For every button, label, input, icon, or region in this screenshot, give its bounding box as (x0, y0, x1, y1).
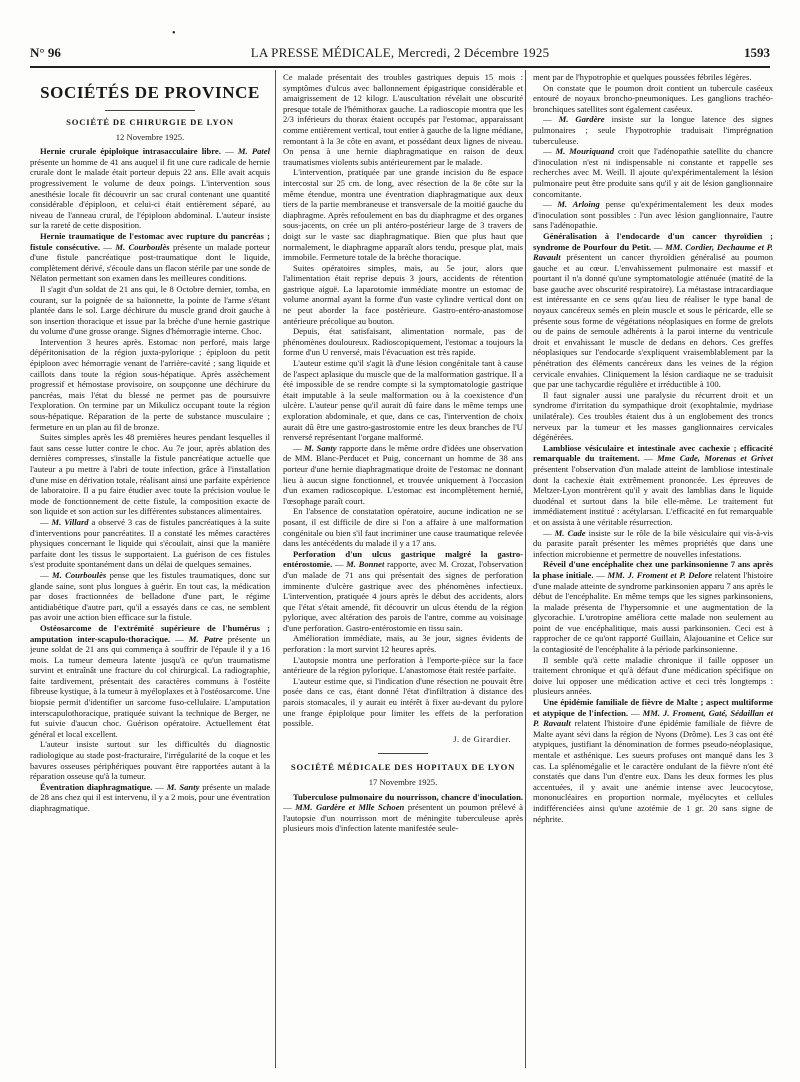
paragraph-text: rapporte, avec M. Crozat, l'observation d'un malade de 71 ans qui présentait des signes de perforation imminente d'ulcère gastrique avec des phénomènes infectieux. L'intervention, pratiquée 4 jours après le début des accidents, alors que l'état s'était amendé, fit découvrir un ulcus étendu de la région pylorique, avec altération des parois de l'antre, comme au voisinage d'une perforation. Gastro-entérostomie en tissu sain. (283, 559, 523, 633)
paragraph: Hernie crurale épiploïque intrasacculaire libre. — M. Patel présente un homme de 41 ans auquel il fit une cure radicale de hernie crurale dont le malade était porteur depuis 22 ans. Elle avait acquis progressivement le volume de deux poings. L'intervention sous anesthésie locale fit découvrir un sac crural contenant une quantité considérable d'épiploon, et celui-ci était entièrement séparé, au niveau de l'anneau crural, de l'épiploon abdominal. L'auteur insiste sur la rareté de cette disposition. (30, 146, 270, 231)
author-name: M. Courboulès (115, 241, 170, 252)
paragraph-text: présente un jeune soldat de 21 ans qui commença à souffrir de l'épaule il y a 16 mois. La tumeur demeura latente jusqu'à ce qu'un traumatisme survint et entraînât une fracture du col chirurgical. La radiographie, faite tardivement, présentait des caractères communs à l'ostéite fibreuse kystique, à la tumeur à myéloplaxes et à l'ostéosarcome. Une biopsie permit d'identifier un sarcome fuso-cellulaire. L'amputation interscapulothoracique, pratiquée suivant la technique de Berger, ne fut suivie d'aucun choc. Guérison opératoire. Actuellement état général et local excellent. (30, 633, 270, 739)
paragraph: Lambliose vésiculaire et intestinale avec cachexie ; efficacité remarquable du traitement. — Mme Cade, Morenas et Grivet présentent l'observation d'un malade atteint de lambliose intestinale dont la cachexie était extrêmement prononcée. Les épreuves de Meltzer-Lyon montrèrent qu'il y avait des lamblias dans le liquide duodénal et surtout dans la bile elle-même. Le traitement fut immédiatement institué : acétylarsan. L'efficacité en fut remarquable et on assista à une véritable résurrection. (533, 442, 773, 527)
section-rule (105, 110, 195, 111)
paragraph-text: a observé 3 cas de fistules pancréatiques à la suite d'interventions pour pancréatites. Il a constaté les mêmes caractères physiques concernant le liquide qui s'écoulait, ainsi que la manière parfaite dont les tissus le supportaient. La guérison de ces fistules s'est produite spontanément dans un délai de quelques semaines. (30, 516, 270, 570)
paragraph (533, 72, 773, 83)
society-heading: SOCIÉTÉ MÉDICALE DES HOPITAUX DE LYON (290, 762, 516, 773)
paragraph-text: présente un homme de 41 ans auquel il fit une cure radicale de hernie crurale dont le malade était porteur depuis 22 ans. Elle avait acquis progressivement le volume de deux poings. L'intervention sous anesthésie locale fit découvrir un sac crural contenant une quantité considérable d'épiploon, et celui-ci était entièrement séparé, au niveau de l'anneau crural, de l'épiploon abdominal. L'auteur insiste sur la rareté de cette disposition. (30, 156, 270, 231)
author-name: M. Villard (51, 516, 89, 527)
paragraph (533, 390, 773, 443)
paragraph: Tuberculose pulmonaire du nourrisson, chancre d'inoculation. — MM. Gardère et Mlle Schoen présentent un poumon prélevé à l'autopsie d'un nourrisson mort de méningite tuberculeuse après plusieurs mois d'infection latente manifestée seule- (283, 791, 523, 834)
item-title: Lambliose vésiculaire et intestinale avec cachexie ; efficacité remarquable du traitement. (533, 442, 773, 464)
meeting-date: 17 Novembre 1925. (368, 777, 438, 787)
author-name: MM. J. Froment et P. Delore (607, 569, 713, 580)
author-name: M. Courboulès (51, 569, 107, 580)
paragraph (30, 432, 270, 517)
paragraph-text: Amélioration immédiate, mais, au 3e jour, signes évidents de perforation : la mort survint 12 heures après. (283, 633, 523, 655)
item-title: Éventration diaphragmatique. (40, 781, 153, 792)
author-name: M. Gardère (558, 114, 605, 125)
paragraph-text: croit que l'adénopathie satellite du chancre d'inoculation n'est ni indispensable ni constante et rappelle ses recherches avec M. Weill. Il ajoute qu'expérimentalement la lésion pulmonaire peut être produite sans qu'il y ait de lésion ganglionnaire concomitante. (533, 146, 773, 199)
paragraph: Perforation d'un ulcus gastrique malgré la gastro-entérostomie. — M. Bonnet rapporte, avec M. Crozat, l'observation d'un malade de 71 ans qui présentait des signes de perforation imminente d'ulcère gastrique avec des phénomènes infectieux. L'intervention, pratiquée 4 jours après le début des accidents, alors que l'état s'était amendé, fit découvrir un ulcus étendu de la région pylorique, avec altération des parois de l'antre, comme au voisinage d'une perforation. Gastro-entérostomie en tissu sain. (283, 548, 523, 633)
paragraph-text: L'autopsie montra une perforation à l'emporte-pièce sur la face antérieure de la région pylorique. L'anastomose était restée parfaite. (283, 654, 523, 676)
column-2 (283, 72, 523, 1066)
paragraph (283, 72, 523, 167)
item-title: Réveil d'une encéphalite chez une parkinsonienne 7 ans après la phase initiale. (533, 559, 773, 580)
author-name: M. Santy (304, 442, 337, 453)
author-name: MM. Gardère et Mlle Schoen (295, 802, 405, 813)
article-list (533, 72, 773, 824)
paragraph-text: présente un malade porteur d'une fistule pancréatique post-traumatique dont le liquide, complètement dérivé, s'écoule dans un flacon stérile par une sonde de Nélaton permettant son examen dans les meilleures conditions. (30, 241, 270, 284)
paragraph-text: présentent un poumon prélevé à l'autopsie d'un nourrisson mort de méningite tuberculeuse après plusieurs mois d'infection latente manifestée seule- (283, 802, 523, 834)
paragraph-text: L'auteur estime qu'il s'agit là d'une lésion congénitale tant à cause de l'aspect aplasique du muscle que de la malformation gastrique. Il a été impossible de se rendre compte si la symptomatologie gastrique était imputable à la seule malformation ou à la coexistence d'un ulcère. L'auteur pense qu'il aurait dû faire dans le même temps une exploration abdominale, et que, dans ce cas, l'intervention de choix aurait dû être une gastro-gastrostomie entre les deux branches de l'U renversé représentant l'organe malformé. (283, 358, 523, 443)
issue-number: N° 96 (30, 45, 61, 60)
paragraph-text: L'auteur estime que, si l'indication d'une résection ne pouvait être posée dans ce cas, étant donné l'état d'infiltration à distance des parois stomacales, il y aurait eu intérêt à fixer au-devant du pylore une frange épiploïque pour limiter les effets de la perforation possible. (283, 675, 523, 729)
paragraph (533, 655, 773, 697)
paragraph: Éventration diaphragmatique. — M. Santy présente un malade de 28 ans chez qui il est intervenu, il y a 2 mois, pour une éventration diaphragmatique. (30, 781, 270, 813)
paragraph (283, 358, 523, 443)
paragraph-text: En l'absence de constatation opératoire, aucune indication ne se posant, il est difficile de dire si l'on a affaire à une malformation congénitale ou bien s'il faut incriminer une cause traumatique relevée dans les antécédents du malade il y a 17 ans. (283, 506, 523, 549)
paragraph-text: présentent un cancer thyroïdien généralisé au poumon gauche et au cœur. L'envahissement pulmonaire est massif et pourtant il n'a donné qu'une symptomatologie atténuée (matité de la base gauche avec obscurité respiratoire). La métastase intracardiaque est intéressante en ce sens qu'au lieu de réaliser le type banal de noyaux cancéreux semés en plein muscle et sous le péricarde, elle se présente sous forme de végétations néoplasiques en forme de grelots ou de pains de semoule adhérents à la paroi interne du ventricule droit et envahissant le muscle de dedans en dehors. Ces greffes néoplasiques sur l'endocarde s'expliquent vraisemblablement par la pénétration des éléments cancéreux dans les veines de la région cervicale envahies. Cliniquement la lésion cardiaque ne se traduisit que par une tachycardie régulière et irréductible à 100. (533, 252, 773, 390)
header-rule (30, 66, 770, 68)
author-name: MM. Cordier, Dechaume et P. Ravault (533, 241, 773, 263)
paragraph-text: présentent l'observation d'un malade atteint de lambliose intestinale dont la cachexie était extrêmement prononcée. Les épreuves de Meltzer-Lyon montrèrent qu'il y avait des lamblias dans le liquide duodénal et surtout dans la bile elle-même. Le traitement fut immédiatement institué : acétylarsan. L'efficacité en fut remarquable et on assista à une véritable résurrection. (533, 463, 773, 527)
author-name: Mme Cade, Morenas et Grivet (657, 453, 773, 464)
paragraph (30, 739, 270, 781)
paragraph: Ostéosarcome de l'extrémité supérieure de l'humérus ; amputation inter-scapulo-thoracique. — M. Patre présente un jeune soldat de 21 ans qui commença à souffrir de l'épaule il y a 16 mois. La tumeur demeura latente jusqu'à ce qu'un traumatisme survint et entraînât une fracture du col chirurgical. La radiographie, faite tardivement, présentait des caractères communs à l'ostéite fibreuse kystique, à la tumeur à myéloplaxes et à l'ostéosarcome. Une biopsie permit d'identifier un sarcome fuso-cellulaire. L'amputation interscapulothoracique, pratiquée suivant la technique de Berger, ne fut suivie d'aucun choc. Guérison opératoire. Actuellement état général et local excellent. (30, 622, 270, 739)
paragraph-text: pense qu'expérimentalement les deux modes d'inoculation sont possibles : l'un avec lésion ganglionnaire, l'autre sans l'adénopathie. (533, 199, 773, 231)
article-list (283, 792, 523, 834)
paragraph-text: présente un malade de 28 ans chez qui il est intervenu, il y a 2 mois, pour une éventration diaphragmatique. (30, 781, 270, 813)
paragraph-text: L'auteur insiste surtout sur les difficultés du diagnostic radiologique au stade post-fracturaire, l'irrégularité de la coque et les bavures osseuses périphériques pouvant être rapportées autant à la réparation osseuse qu'à la tumeur. (30, 739, 270, 782)
paragraph: — M. Santy rapporte dans le même ordre d'idées une observation de MM. Blanc-Perducet et Puig, concernant un homme de 38 ans porteur d'une hernie diaphragmatique droite de l'estomac ne donnant lieu à aucun signe fonctionnel, et trouvée uniquement à l'occasion d'un examen radioscopique. L'estomac est incomplètement hernié, l'œsophage paraît court. (283, 442, 523, 506)
paragraph (283, 633, 523, 654)
author-name: M. Cade (554, 527, 586, 538)
paragraph (283, 263, 523, 327)
article-list (283, 72, 523, 729)
paragraph: — M. Gardère insiste sur la longue latence des signes pulmonaires ; seule l'hypotrophie traduisait l'imprégnation tuberculeuse. (533, 114, 773, 146)
author-name: MM. J. Froment, Gaté, Sédaillan et P. Ravault (533, 707, 773, 729)
paragraph: — M. Villard a observé 3 cas de fistules pancréatiques à la suite d'interventions pour pancréatites. Il a constaté les mêmes caractères physiques concernant le liquide qui s'écoulait, ainsi que la manière parfaite dont les tissus le supportaient. La guérison de ces fistules s'est produite spontanément dans un délai de quelques semaines. (30, 516, 270, 570)
paragraph (283, 655, 523, 676)
paragraph-text: Il semble qu'à cette maladie chronique il faille opposer un traitement chronique et qu'à défaut d'une médication spécifique on doive lui opposer une médication active et ceci très longtemps : plusieurs années. (533, 654, 773, 697)
item-title: Ostéosarcome de l'extrémité supérieure de l'humérus ; amputation inter-scapulo-thoracique. (30, 622, 270, 644)
paragraph: Réveil d'une encéphalite chez une parkinsonienne 7 ans après la phase initiale. — MM. J. Froment et P. Delore relatent l'histoire d'une malade atteinte de syndrome parkinsonien apparu 7 ans après le début de l'encéphalite. En même temps que les signes parkinsoniens, la malade présenta de l'hypersomnie et une augmentation de la glycorachie. L'urotropine améliora cette malade non seulement au point de vue encéphalitique, mais aussi parkinsonien. Ceci est à rapprocher de ce qu'ont rapporté Guillain, Alajouanine et Celice sur la contagiosité de l'encéphalite à la période parkinsonienne. (533, 559, 773, 655)
item-title: Perforation d'un ulcus gastrique malgré la gastro-entérostomie. (283, 548, 523, 570)
paragraph-text: Depuis, état satisfaisant, alimentation normale, pas de phénomènes douloureux. Radioscopiquement, l'estomac a toujours la forme d'un U renversé, mais l'évacuation est très rapide. (283, 326, 523, 358)
author-name: M. Santy (166, 781, 200, 792)
author-name: M. Bonnet (346, 559, 385, 570)
journal-title: LA PRESSE MÉDICALE, Mercredi, 2 Décembre 1925 (250, 45, 550, 60)
author-name: M. Arloing (557, 199, 600, 210)
paragraph (533, 83, 773, 115)
paragraph-text: L'intervention, pratiquée par une grande incision du 8e espace intercostal sur 25 cm. de long, avec résection de la 8e côte sur la même étendue, montra une éventration diaphragmatique aux deux tiers de la partie membraneuse et transversale de la moitié gauche du diaphragme. Après refoulement en bas du diaphragme et des organes sous-jacents, on crée un pli antéro-postérieur large de 3 travers de doigt sur le vaste sac diaphragmatique. Bien que plus haut que normalement, le diaphragme apparaît alors tendu, presque plat, mais immobile. Fermeture totale de la brèche thoracique. (283, 167, 523, 263)
section-title: SOCIÉTÉS DE PROVINCE (40, 83, 260, 102)
paragraph (30, 284, 270, 337)
paragraph: — M. Courboulès pense que les fistules traumatiques, donc sur glande saine, sont plus longues à guérir. En tout cas, la médication par doses fractionnées de belladone d'une part, le régime antidiabétique d'autre part, qu'il a essayés dans ce cas, ne semblent pas avoir une action bien efficace sur la fistule. (30, 569, 270, 623)
author-name: M. Mouriquand (555, 146, 615, 157)
paragraph-text: relatent l'histoire d'une malade atteinte de syndrome parkinsonien apparu 7 ans après le début de l'encéphalite. En même temps que les signes parkinsoniens, la malade présenta de l'hypersomnie et une augmentation de la glycorachie. L'urotropine améliora cette malade non seulement au point de vue encéphalitique, mais aussi parkinsonien. Ceci est à rapprocher de ce qu'ont rapporté Guillain, Alajouanine et Celice sur la contagiosité de l'encéphalite à la période parkinsonienne. (533, 569, 773, 655)
paragraph (283, 676, 523, 729)
item-title: Tuberculose pulmonaire du nourrisson, chancre d'inoculation. (293, 791, 523, 802)
paragraph (283, 167, 523, 262)
signature: J. de Girardier. (453, 734, 511, 744)
item-title: Hernie crurale épiploïque intrasacculaire libre. (40, 146, 221, 157)
paragraph: Généralisation à l'endocarde d'un cancer thyroïdien ; syndrome de Pourfour du Petit. — MM. Cordier, Dechaume et P. Ravault présentent un cancer thyroïdien généralisé au poumon gauche et au cœur. L'envahissement pulmonaire est massif et pourtant il n'a donné qu'une symptomatologie atténuée (matité de la base gauche avec obscurité respiratoire). La métastase intracardiaque est intéressante en ce sens qu'au lieu de réaliser le type banal de noyaux cancéreux semés en plein muscle et sous le péricarde, elle se présente sous forme de végétations néoplasiques en forme de grelots ou de pains de semoule adhérents à la paroi interne du ventricule droit et envahissant le muscle de dedans en dehors. Ces greffes néoplasiques sur l'endocarde s'expliquent vraisemblablement par la pénétration des éléments cancéreux dans les veines de la région cervicale envahies. Cliniquement la lésion cardiaque ne se traduisit que par une tachycardie régulière et irréductible à 100. (533, 230, 773, 390)
item-title: Une épidémie familiale de fièvre de Malte ; aspect multiforme et atypique de l'infection. (533, 697, 773, 718)
paragraph: Hernie traumatique de l'estomac avec rupture du pancréas ; fistule consécutive. — M. Courboulès présente un malade porteur d'une fistule pancréatique post-traumatique dont le liquide, complètement dérivé, s'écoule dans un flacon stérile par une sonde de Nélaton permettant son examen dans les meilleures conditions. (30, 230, 270, 284)
paragraph (30, 337, 270, 432)
society-heading: SOCIÉTÉ DE CHIRURGIE DE LYON (66, 117, 234, 127)
paragraph-text: Intervention 3 heures après. Estomac non perforé, mais large dépéritonisation de la région juxta-pylorique ; épiploon du petit épiploon avec hémorragie venant de l'arrière-cavité ; sang liquide et caillots dans toute la région sous-hépatique. Après assèchement progressif et hémostase provisoire, on soupçonne une déchirure du pancréas, mais l'état du blessé ne permet pas de poursuivre l'exploration. On termine par un Mikulicz occupant toute la région sous-hépatique. Réparation de la perte de substance musculaire ; fermeture en un plan au fil de bronze. (30, 336, 270, 432)
paragraph-text: On constate que le poumon droit contient un tubercule caséeux entouré de noyaux broncho-pneumoniques. Les ganglions trachéo-bronchiques satellites sont également caséeux. (533, 82, 773, 114)
paragraph-text: insiste sur le rôle de la bile vésiculaire qui vis-à-vis du parasite paraît présenter les mêmes propriétés que dans une infection microbienne et permettre de nouvelles infestations. (533, 527, 773, 559)
printer-mark: • (172, 28, 176, 39)
author-name: M. Patre (188, 633, 223, 644)
paragraph (283, 326, 523, 358)
column-divider (275, 70, 276, 1068)
paragraph-text: ment par de l'hypotrophie et quelques poussées fébriles légères. (533, 72, 752, 82)
paragraph: — M. Mouriquand croit que l'adénopathie satellite du chancre d'inoculation n'est ni indispensable ni constante et rappelle ses recherches avec M. Weill. Il ajoute qu'expérimentalement la lésion pulmonaire peut être produite sans qu'il y ait de lésion ganglionnaire concomitante. (533, 146, 773, 199)
paragraph-text: Suites opératoires simples, mais, au 5e jour, alors que l'alimentation était reprise depuis 3 jours, accidents de rétention gastrique aiguë. La laparotomie immédiate montre un estomac de volume anormal ayant la forme d'un vaste cylindre vertical dont on ne peut aborder la face postérieure. Gastro-entéro-anastomose antérieure précolique au bouton. (283, 262, 523, 326)
page-number: 1593 (744, 45, 770, 60)
separator-rule (378, 753, 428, 754)
paragraph: — M. Cade insiste sur le rôle de la bile vésiculaire qui vis-à-vis du parasite paraît présenter les mêmes propriétés que dans une infection microbienne et permettre de nouvelles infestations. (533, 527, 773, 559)
item-title: Généralisation à l'endocarde d'un cancer thyroïdien ; syndrome de Pourfour du Petit. (533, 230, 773, 252)
paragraph-text: Il faut signaler aussi une paralysie du récurrent droit et un syndrome d'irritation du sympathique droit (exophtalmie, mydriase unilatérale). Ces troubles étaient dus à un englobement des troncs nerveux par la tumeur et les masses ganglionnaires cervicales dégénérées. (533, 389, 773, 443)
article-list (30, 146, 270, 813)
paragraph-text: insiste sur la longue latence des signes pulmonaires ; seule l'hypotrophie traduisait l'imprégnation tuberculeuse. (533, 114, 773, 146)
paragraph (283, 506, 523, 548)
page-header (30, 44, 770, 62)
paragraph-text: Il s'agit d'un soldat de 21 ans qui, le 8 Octobre dernier, tomba, en courant, sur la poignée de sa baïonnette, la pointe de l'arme s'étant plantée dans le sol. Large déchirure du muscle grand droit gauche à son insertion thoracique et issue par la brèche d'une hernie gastrique du volume d'une grosse orange. Signes d'hémorragie interne. Choc. (30, 283, 270, 337)
paragraph: Une épidémie familiale de fièvre de Malte ; aspect multiforme et atypique de l'infection. — MM. J. Froment, Gaté, Sédaillan et P. Ravault relatent l'histoire d'une épidémie familiale de fièvre de Malte ayant sévi dans la région de Nyons (Drôme). Les 3 cas ont été atypiques, justifiant la dénomination de formes pseudo-néoplasique, mentale et asthénique. Les sueurs profuses ont manqué dans les 3 cas. La splénomégalie et le caractère ondulant de la fièvre n'ont été constatés que dans l'un d'entre eux. Dans les deux formes les plus accentuées, il y avait une anémie intense avec leucocytose, mononucléaires en proportion normale, myélocytes et cellules indifférenciées ainsi qu'une azotémie de 1 gr. 20 sans signe de néphrite. (533, 697, 773, 824)
column-divider (525, 70, 526, 1068)
meeting-date: 12 Novembre 1925. (115, 131, 185, 142)
column-1 (30, 72, 270, 1066)
item-title: Hernie traumatique de l'estomac avec rupture du pancréas ; fistule consécutive. (30, 230, 270, 252)
paragraph-text: rapporte dans le même ordre d'idées une observation de MM. Blanc-Perducet et Puig, concernant un homme de 38 ans porteur d'une hernie diaphragmatique droite de l'estomac ne donnant lieu à aucun signe fonctionnel, et trouvée uniquement à l'occasion d'un examen radioscopique. L'estomac est incomplètement hernié, l'œsophage paraît court. (283, 442, 523, 506)
author-name: M. Patel (237, 146, 270, 157)
paragraph-text: Suites simples après les 48 premières heures pendant lesquelles il faut sans cesse lutter contre le choc. Au 7e jour, après ablation des dernières compresses, s'installe la fistule pancréatique actuelle que l'auteur a pu mettre à l'abri de toute infection, grâce à l'installation d'une mise en dérivation totale, réalisant ainsi une parfaite expérience de laboratoire. Il a pu faire étudier avec toute la précision voulue le mode de fonctionnement de cette fistule, la composition exacte de son liquide et son action sur les différentes substances alimentaires. (30, 432, 270, 517)
paragraph-text: Ce malade présentait des troubles gastriques depuis 15 mois : symptômes d'ulcus avec ballonnement épigastrique considérable et amaigrissement de 12 kilogr. L'auscultation révélait une obscurité presque totale de l'hémithorax gauche. La radioscopie montra que les 2/3 inférieurs du thorax étaient occupés par l'estomac, apparaissant comme entièrement vertical, tout entier à gauche de la ligne médiane, remontant à la 3e côte en avant, et possédant deux lignes de niveau. On pensa à une hernie diaphragmatique en raison de deux traumatismes violents subis antérieurement par le malade. (283, 72, 523, 167)
paragraph: — M. Arloing pense qu'expérimentalement les deux modes d'inoculation sont possibles : l'un avec lésion ganglionnaire, l'autre sans l'adénopathie. (533, 199, 773, 231)
column-3 (533, 72, 773, 1066)
paragraph-text: pense que les fistules traumatiques, donc sur glande saine, sont plus longues à guérir. En tout cas, la médication par doses fractionnées de belladone d'une part, le régime antidiabétique d'autre part, qu'il a essayés dans ce cas, ne semblent pas avoir une action bien efficace sur la fistule. (30, 569, 270, 623)
paragraph-text: relatent l'histoire d'une épidémie familiale de fièvre de Malte ayant sévi dans la région de Nyons (Drôme). Les 3 cas ont été atypiques, justifiant la dénomination de formes pseudo-néoplasique, mentale et asthénique. Les sueurs profuses ont manqué dans les 3 cas. La splénomégalie et le caractère ondulant de la fièvre n'ont été constatés que dans l'un d'entre eux. Dans les deux formes les plus accentuées, il y avait une anémie intense avec leucocytose, mononucléaires en proportion normale, myélocytes et cellules indifférenciées ainsi qu'une azotémie de 1 gr. 20 sans signe de néphrite. (533, 718, 773, 824)
